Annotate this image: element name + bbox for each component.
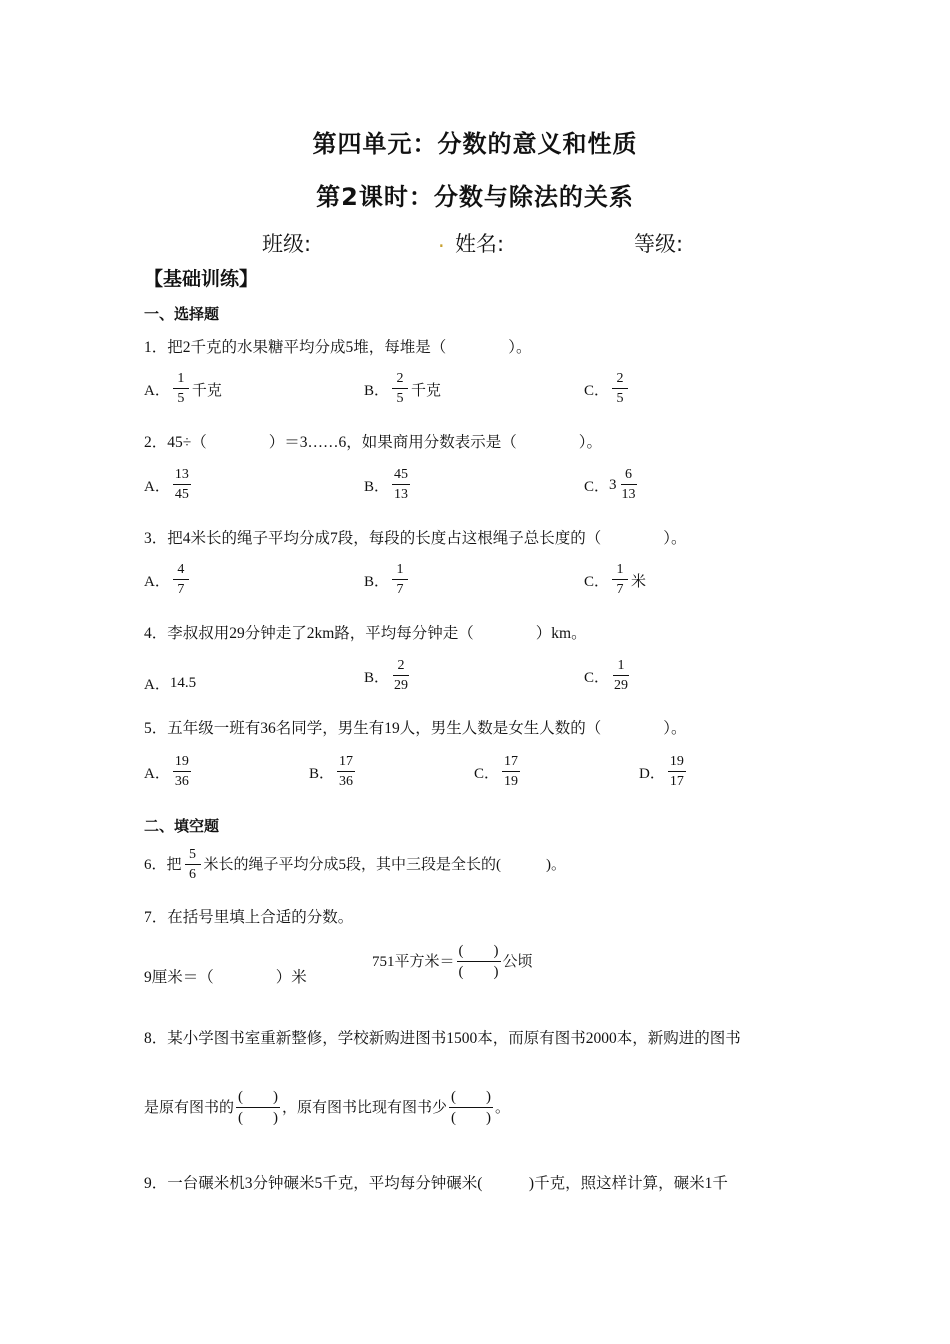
numerator: 2 xyxy=(612,372,628,389)
q7-right-prefix: 751平方米＝ xyxy=(372,954,455,970)
question-6 xyxy=(144,848,566,882)
option-label: A． xyxy=(144,677,170,693)
numerator: 19 xyxy=(173,755,191,772)
question-2: 2．45÷（ ）＝3……6，如果商用分数表示是（ ）。 xyxy=(144,434,603,451)
option-label: A． xyxy=(144,382,170,399)
denominator: 36 xyxy=(174,774,189,789)
q2-option-a xyxy=(144,468,194,502)
fraction xyxy=(173,468,191,502)
fraction xyxy=(668,755,686,789)
q1-option-c xyxy=(584,372,631,406)
denominator: 13 xyxy=(621,487,636,502)
option-label: B． xyxy=(309,765,335,782)
denominator-blank[interactable]: ( ) xyxy=(451,1110,492,1126)
denominator-blank[interactable]: ( ) xyxy=(458,964,499,980)
blank-fraction[interactable] xyxy=(449,1090,493,1126)
page-subtitle: 第2课时：分数与除法的关系 xyxy=(316,183,634,211)
fraction xyxy=(392,468,410,502)
q5-option-a xyxy=(144,755,194,789)
question-3: 3．把4米长的绳子平均分成7段，每段的长度占这根绳子总长度的（ ）。 xyxy=(144,530,687,547)
section-multiple-choice: 一、选择题 xyxy=(144,305,220,323)
q7-left-blank[interactable]: 9厘米＝（ ）米 xyxy=(144,969,307,986)
numerator-blank[interactable]: ( ) xyxy=(457,944,501,962)
denominator: 5 xyxy=(396,391,404,406)
fraction xyxy=(612,659,630,693)
numerator: 19 xyxy=(668,755,686,772)
q8-line2 xyxy=(144,1090,510,1126)
section-basic-training: 【基础训练】 xyxy=(144,268,259,290)
fraction xyxy=(173,755,191,789)
option-label: C． xyxy=(584,669,610,686)
option-label: D． xyxy=(639,765,665,782)
denominator: 17 xyxy=(669,774,684,789)
name-label: 姓名: xyxy=(455,232,505,256)
blank-fraction[interactable] xyxy=(457,944,501,980)
question-9: 9．一台碾米机3分钟碾米5千克，平均每分钟碾米( )千克，照这样计算，碾米1千 xyxy=(144,1175,728,1192)
fraction xyxy=(392,372,408,406)
blank-fraction[interactable] xyxy=(236,1090,280,1126)
denominator: 7 xyxy=(177,582,185,597)
numerator: 1 xyxy=(613,659,629,676)
option-label: B． xyxy=(364,669,390,686)
fraction xyxy=(185,848,201,882)
numerator: 6 xyxy=(621,468,637,485)
numerator: 17 xyxy=(502,755,520,772)
option-label: A． xyxy=(144,573,170,590)
denominator: 29 xyxy=(394,678,409,693)
option-unit: 米 xyxy=(631,573,647,590)
option-label: A． xyxy=(144,765,170,782)
option-label: C． xyxy=(474,765,500,782)
info-dot: . xyxy=(438,228,445,252)
question-8: 8．某小学图书室重新整修，学校新购进图书1500本，而原有图书2000本，新购进的图书 xyxy=(144,1030,741,1047)
fraction xyxy=(502,755,520,789)
q5-option-d xyxy=(639,755,689,789)
denominator: 45 xyxy=(174,487,189,502)
denominator: 5 xyxy=(616,391,624,406)
denominator: 6 xyxy=(189,867,197,882)
q7-right-suffix: 公顷 xyxy=(502,954,533,970)
q2-option-b xyxy=(364,468,413,502)
fraction xyxy=(392,659,410,693)
numerator: 13 xyxy=(173,468,191,485)
q1-option-a xyxy=(144,372,222,406)
question-5: 5．五年级一班有36名同学，男生有19人，男生人数是女生人数的（ ）。 xyxy=(144,720,687,737)
q5-option-b xyxy=(309,755,358,789)
option-label: B． xyxy=(364,573,390,590)
section-fill-blank: 二、填空题 xyxy=(144,817,220,835)
denominator: 7 xyxy=(396,582,404,597)
page-title: 第四单元：分数的意义和性质 xyxy=(312,130,638,158)
numerator-blank[interactable]: ( ) xyxy=(449,1090,493,1108)
q7-right xyxy=(372,944,533,980)
q4-option-a xyxy=(144,673,196,694)
q5-option-c xyxy=(474,755,523,789)
numerator: 5 xyxy=(185,848,201,865)
denominator: 36 xyxy=(339,774,354,789)
q3-option-a xyxy=(144,563,192,597)
q4-option-c xyxy=(584,659,633,693)
denominator: 7 xyxy=(616,582,624,597)
option-unit: 千克 xyxy=(411,382,442,399)
numerator: 1 xyxy=(612,563,628,580)
numerator: 17 xyxy=(337,755,355,772)
option-value: 14.5 xyxy=(169,675,197,691)
q8-part1: 是原有图书的 xyxy=(144,1100,235,1116)
q6-prefix: 6．把 xyxy=(144,857,182,873)
fraction xyxy=(612,563,628,597)
option-label: B． xyxy=(364,382,390,399)
q4-option-b xyxy=(364,659,413,693)
numerator-blank[interactable]: ( ) xyxy=(236,1090,280,1108)
denominator: 29 xyxy=(614,678,629,693)
denominator: 5 xyxy=(177,391,185,406)
fraction xyxy=(392,563,408,597)
fraction xyxy=(173,372,189,406)
q3-option-c xyxy=(584,563,646,597)
denominator-blank[interactable]: ( ) xyxy=(238,1110,279,1126)
option-label: C． xyxy=(584,382,610,399)
numerator: 2 xyxy=(392,372,408,389)
fraction xyxy=(337,755,355,789)
q2-option-c xyxy=(584,468,641,502)
q8-part2: ，原有图书比现有图书少 xyxy=(282,1100,448,1116)
option-label: C． xyxy=(584,478,610,495)
question-7: 7．在括号里填上合适的分数。 xyxy=(144,909,354,926)
option-label: C． xyxy=(584,573,610,590)
denominator: 13 xyxy=(394,487,409,502)
mixed-whole: 3 xyxy=(609,476,617,493)
fraction xyxy=(612,372,628,406)
grade-label: 等级: xyxy=(634,232,684,256)
question-1: 1．把2千克的水果糖平均分成5堆，每堆是（ ）。 xyxy=(144,339,532,356)
q1-option-b xyxy=(364,372,441,406)
numerator: 4 xyxy=(173,563,189,580)
q8-part3: 。 xyxy=(495,1100,511,1116)
class-label: 班级: xyxy=(262,232,312,256)
numerator: 1 xyxy=(392,563,408,580)
numerator: 1 xyxy=(173,372,189,389)
q3-option-b xyxy=(364,563,411,597)
fraction xyxy=(173,563,189,597)
option-label: A． xyxy=(144,478,170,495)
numerator: 45 xyxy=(392,468,410,485)
fraction xyxy=(620,468,638,502)
option-label: B． xyxy=(364,478,390,495)
q6-suffix: 米长的绳子平均分成5段，其中三段是全长的( )。 xyxy=(203,857,567,873)
question-4: 4．李叔叔用29分钟走了2km路，平均每分钟走（ ）km。 xyxy=(144,625,587,642)
option-unit: 千克 xyxy=(191,382,222,399)
numerator: 2 xyxy=(393,659,409,676)
denominator: 19 xyxy=(504,774,519,789)
